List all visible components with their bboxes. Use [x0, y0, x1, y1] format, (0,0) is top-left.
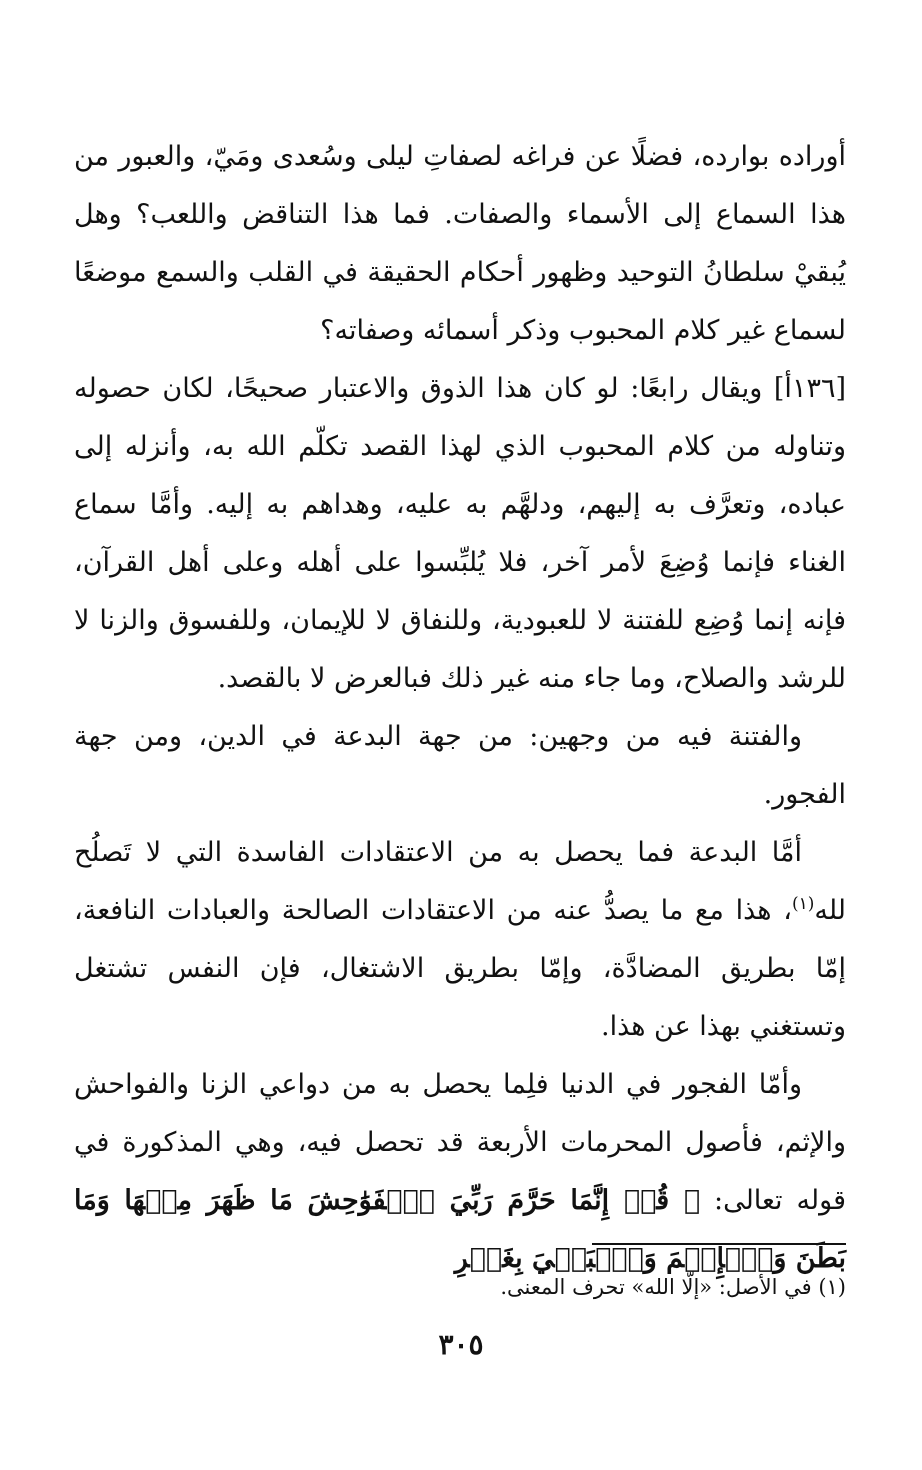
page-number: ٣٠٥ [438, 1328, 484, 1361]
paragraph-2 [74, 360, 846, 708]
paragraph-1 [74, 128, 846, 360]
paragraph-text: وأمّا الفجور في الدنيا فلِما يحصل به من دواعي الزنا والفواحش والإثم، فأصول المحرمات الأربعة قد تحصل فيه، وهي المذكورة في قوله تعالى: [74, 1069, 846, 1216]
main-text [74, 128, 846, 1288]
paragraph-5 [74, 1056, 846, 1288]
paragraph-text: أوراده بوارده، فضلًا عن فراغه لصفاتِ ليلى وسُعدى ومَيّ، والعبور من هذا السماع إلى الأسماء والصفات. فما هذا التناقض واللعب؟ وهل يُبقيْ سلطانُ التوحيد وظهور أحكام الحقيقة في القلب والسمع موضعًا لسماع غير كلام المحبوب وذكر أسمائه وصفاته؟ [74, 141, 846, 346]
quran-verse: ﴿ قُلۡ إِنَّمَا حَرَّمَ رَبِّيَ ٱلۡفَوَٰحِشَ مَا ظَهَرَ مِنۡهَا وَمَا بَطَنَ وَٱلۡإِثۡمَ وَٱلۡبَغۡيَ بِغَيۡرِ [74, 1185, 846, 1274]
footnote-reference[interactable]: (١) [791, 894, 815, 914]
paragraph-4 [74, 824, 846, 1056]
paragraph-text: والفتنة فيه من وجهين: من جهة البدعة في الدين، ومن جهة الفجور. [74, 721, 846, 810]
paragraph-3 [74, 708, 846, 824]
footnote: (١) في الأصل: «إلّا الله» تحرف المعنى. [500, 1275, 846, 1299]
paragraph-text: أمَّا البدعة فما يحصل به من الاعتقادات الفاسدة التي لا تَصلُح لله [74, 837, 846, 926]
manuscript-marker: [١٣٦أ] [773, 373, 846, 404]
paragraph-text: ، هذا مع ما يصدُّ عنه من الاعتقادات الصالحة والعبادات النافعة، إمّا بطريق المضادَّة، وإمّا بطريق الاشتغال، فإن النفس تشتغل وتستغني بهذا عن هذا. [74, 895, 846, 1042]
paragraph-text: ويقال رابعًا: لو كان هذا الذوق والاعتبار صحيحًا، لكان حصوله وتناوله من كلام المحبوب الذي لهذا القصد تكلّم الله به، وأنزله إلى عباده، وتعرَّف به إليهم، ودلهَّم به عليه، وهداهم به إليه. وأمَّا سماع الغناء فإنما وُضِعَ لأمر آخر، فلا يُلبِّسوا على أهله وعلى أهل القرآن، فإنه إنما وُضِع للفتنة لا للعبودية، وللنفاق لا للإيمان، وللفسوق والزنا لا للرشد والصلاح، وما جاء منه غير ذلك فبالعرض لا بالقصد. [74, 373, 846, 694]
footnote-divider [592, 1243, 846, 1245]
